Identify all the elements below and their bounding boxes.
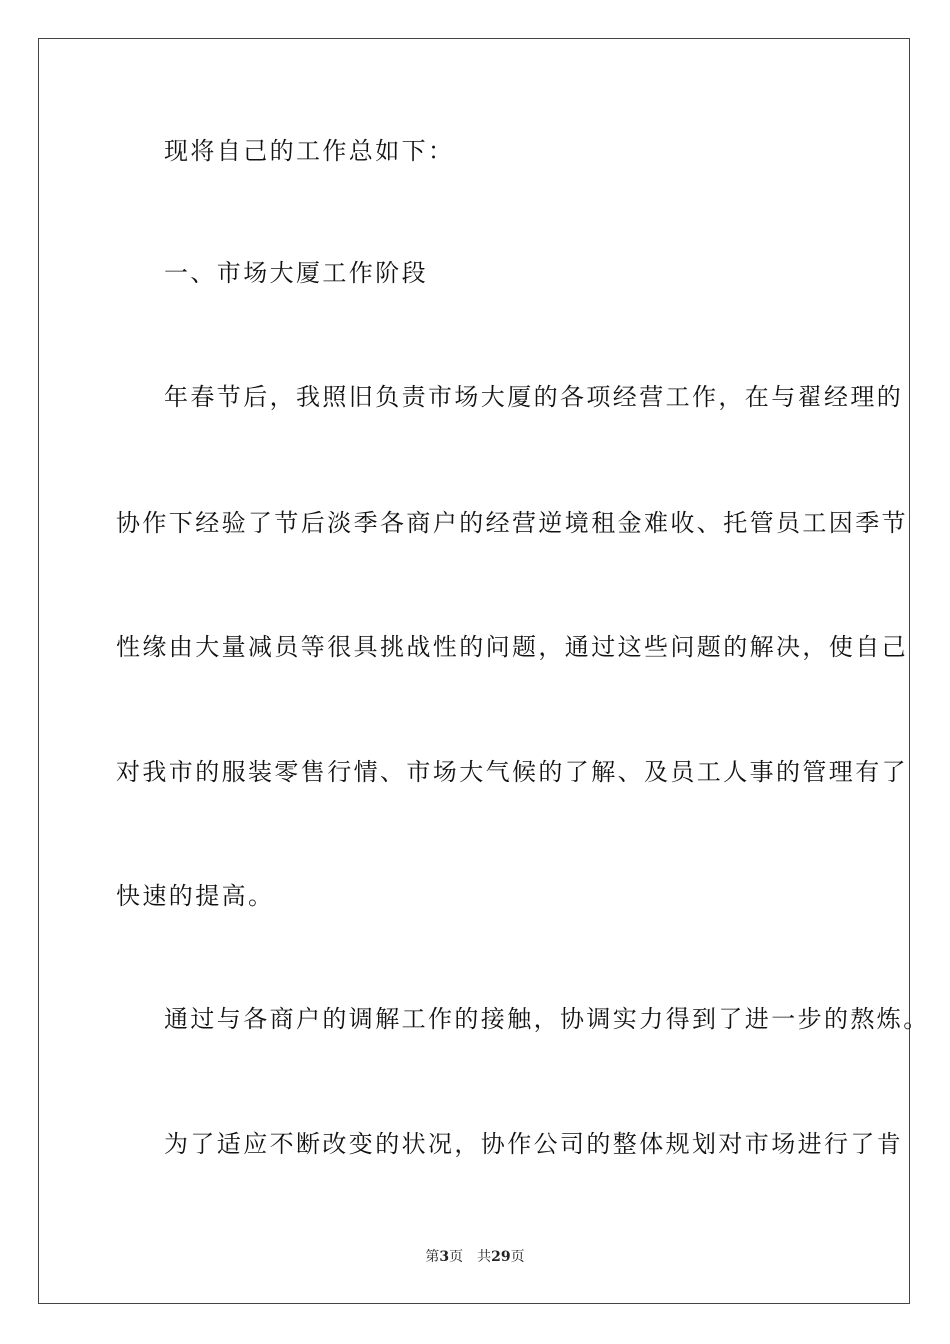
paragraph-line: 快速的提高。 [116, 882, 275, 910]
total-pages: 29 [491, 1249, 511, 1265]
paragraph-line: 现将自己的工作总如下： [164, 137, 455, 165]
paragraph-line: 年春节后，我照旧负责市场大厦的各项经营工作，在与翟经理的 [164, 383, 904, 411]
page-suffix: 页 [449, 1249, 464, 1265]
page-number: 3 [439, 1249, 450, 1265]
section-heading: 一、市场大厦工作阶段 [164, 259, 428, 287]
page-footer [0, 1248, 950, 1266]
paragraph-line: 性缘由大量减员等很具挑战性的问题，通过这些问题的解决，使自己 [116, 633, 908, 661]
total-prefix: 共 [477, 1249, 492, 1265]
total-suffix: 页 [510, 1249, 525, 1265]
page-border [38, 38, 910, 1304]
paragraph-line: 为了适应不断改变的状况，协作公司的整体规划对市场进行了肯 [164, 1130, 904, 1158]
paragraph-line: 通过与各商户的调解工作的接触，协调实力得到了进一步的熬炼。 [164, 1005, 930, 1033]
paragraph-line: 对我市的服装零售行情、市场大气候的了解、及员工人事的管理有了 [116, 758, 908, 786]
page-prefix: 第 [425, 1249, 440, 1265]
paragraph-line: 协作下经验了节后淡季各商户的经营逆境租金难收、托管员工因季节 [116, 509, 908, 537]
